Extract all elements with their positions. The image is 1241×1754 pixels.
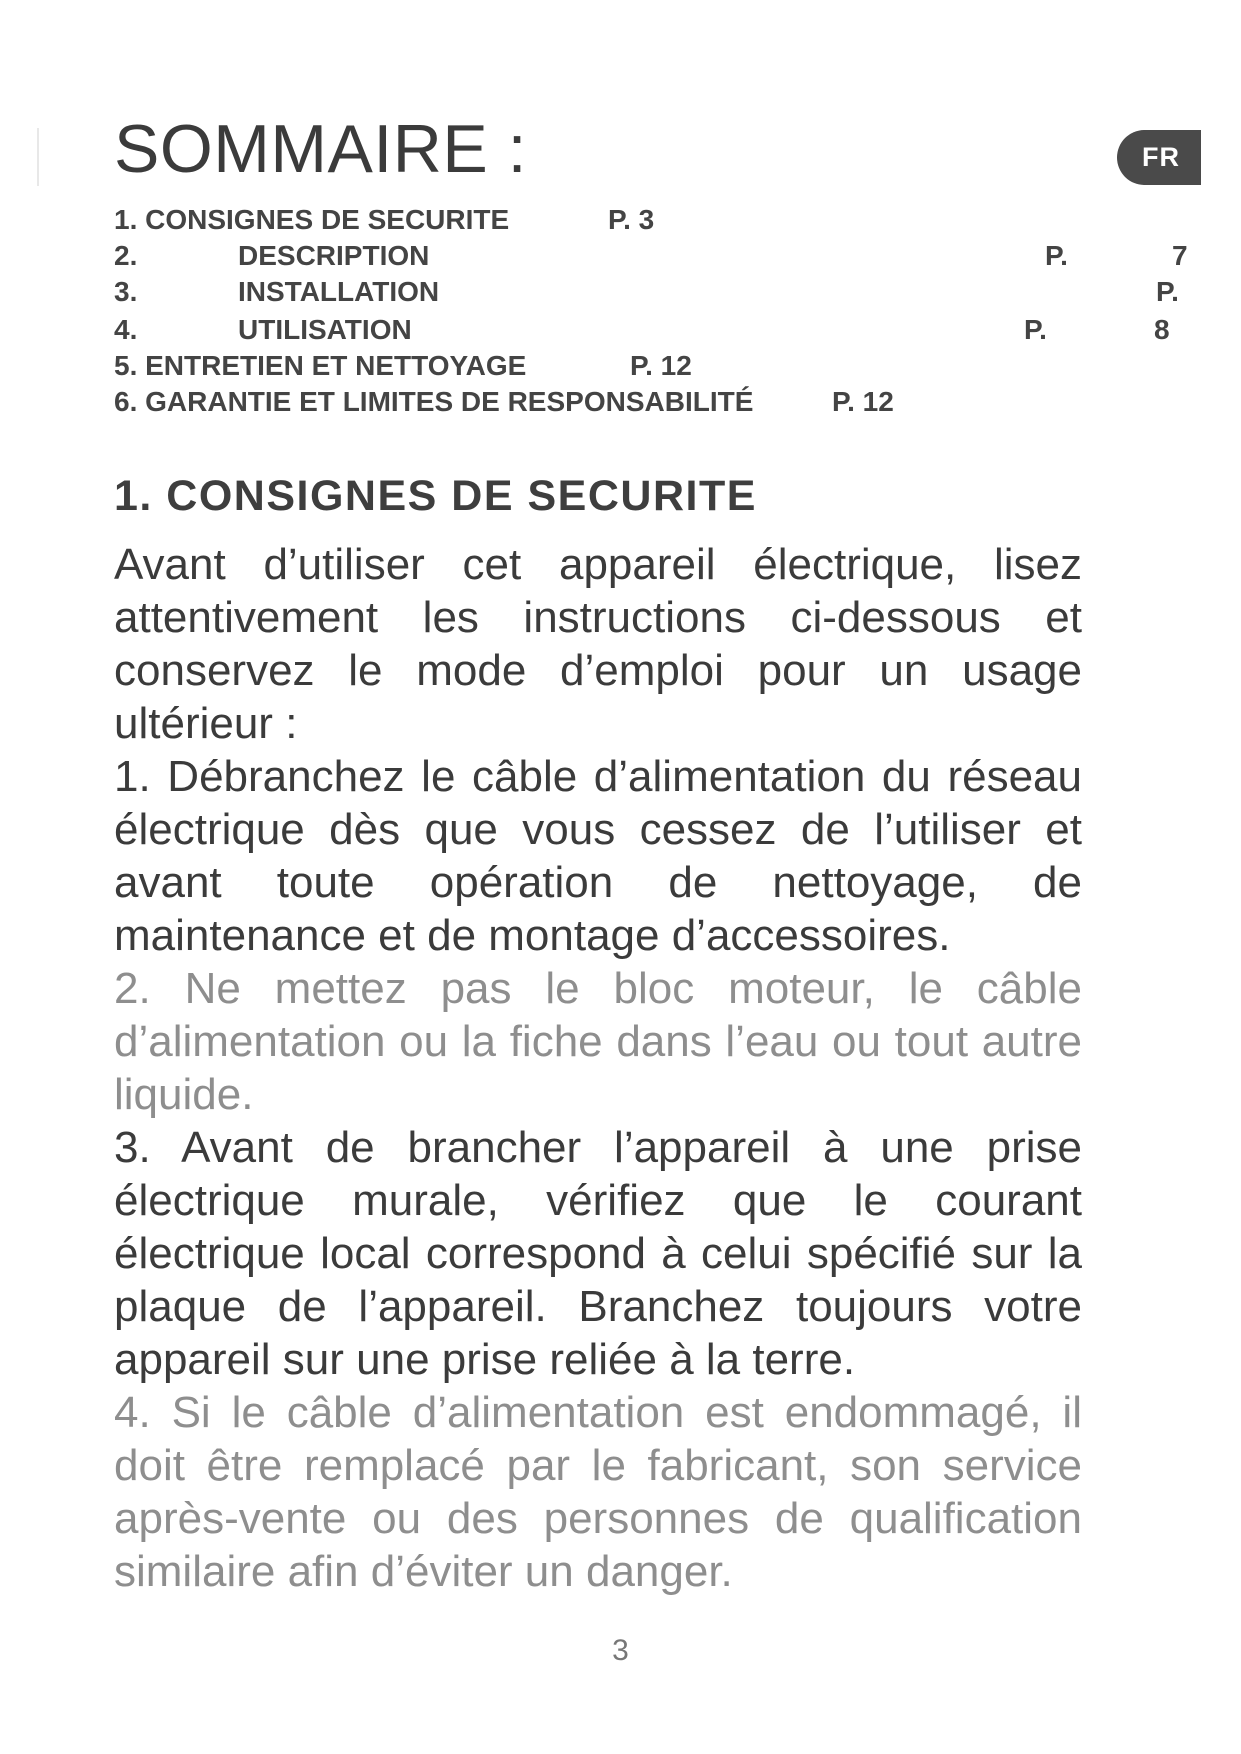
toc-entry-2-p: P. <box>1045 240 1068 271</box>
toc-entry-3-number: 3. <box>114 276 138 307</box>
toc-entry-1-label: 1. CONSIGNES DE SECURITE <box>114 204 510 235</box>
toc-entry-5-page: P. 12 <box>630 350 692 381</box>
safety-instructions <box>114 538 1082 1598</box>
toc-entry-6-page: P. 12 <box>832 386 894 417</box>
toc-entry-3-p: P. <box>1156 276 1179 307</box>
toc-entry-1-page: P. 3 <box>608 204 655 235</box>
intro-paragraph: Avant d’utiliser cet appareil électrique, lisez attentivement les instructions ci-dessous et conservez le mode d’emploi pour un usage ultérieur : <box>114 540 1082 748</box>
instruction-item-3: 3. Avant de brancher l’appareil à une prise électrique murale, vérifiez que le courant électrique local correspond à celui spécifié sur la plaque de l’appareil. Branchez toujours votre appareil sur une prise reliée à la terre. <box>114 1123 1082 1384</box>
instruction-item-4: 4. Si le câble d’alimentation est endommagé, il doit être remplacé par le fabricant, son service après-vente ou des personnes de qualification similaire afin d’éviter un danger. <box>114 1388 1082 1596</box>
instruction-item-1: 1. Débranchez le câble d’alimentation du réseau électrique dès que vous cessez de l’utiliser et avant toute opération de nettoyage, de maintenance et de montage d’accessoires. <box>114 752 1082 960</box>
toc-entry-4-page: 8 <box>1154 314 1170 345</box>
toc-entry-6-label: 6. GARANTIE ET LIMITES DE RESPONSABILITÉ <box>114 386 754 417</box>
language-badge: FR <box>1117 130 1201 185</box>
instruction-item-2: 2. Ne mettez pas le bloc moteur, le câble d’alimentation ou la fiche dans l’eau ou tout autre liquide. <box>114 964 1082 1119</box>
page-edge-mark <box>37 128 39 186</box>
toc-entry-3-label: INSTALLATION <box>238 276 440 307</box>
toc-entry-2-number: 2. <box>114 240 138 271</box>
toc-entry-4-p: P. <box>1024 314 1047 345</box>
page-number: 3 <box>612 1634 629 1667</box>
page-title: SOMMAIRE : <box>114 111 528 187</box>
toc-entry-2-page: 7 <box>1172 240 1188 271</box>
toc-entry-4-number: 4. <box>114 314 138 345</box>
toc-entry-4-label: UTILISATION <box>238 314 412 345</box>
toc-entry-2-label: DESCRIPTION <box>238 240 430 271</box>
section-heading: 1. CONSIGNES DE SECURITE <box>114 472 757 520</box>
toc-entry-5-label: 5. ENTRETIEN ET NETTOYAGE <box>114 350 527 381</box>
